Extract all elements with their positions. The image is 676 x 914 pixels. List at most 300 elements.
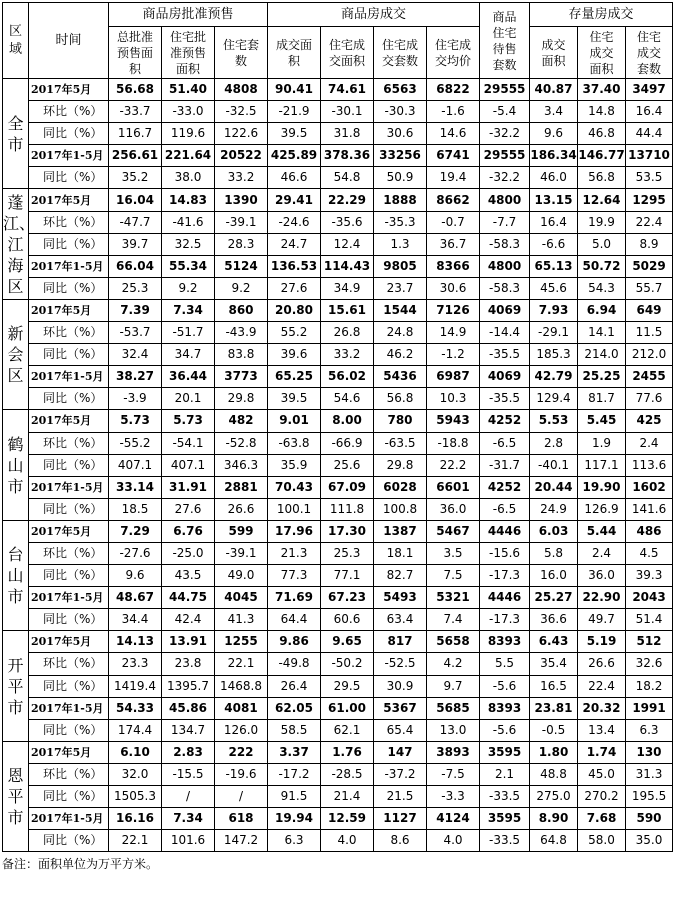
region-name-part: 江、 bbox=[3, 213, 36, 233]
row-label: 2017年5月 bbox=[29, 520, 109, 542]
table-cell: -33.5 bbox=[480, 830, 530, 852]
table-row bbox=[3, 808, 673, 830]
table-cell: 4446 bbox=[480, 587, 530, 609]
table-cell: -3.9 bbox=[109, 388, 162, 410]
table-cell: 55.34 bbox=[162, 255, 215, 277]
table-cell: 34.7 bbox=[162, 344, 215, 366]
table-cell: 39.7 bbox=[109, 233, 162, 255]
table-cell: 31.91 bbox=[162, 476, 215, 498]
table-cell: 114.43 bbox=[321, 255, 374, 277]
table-cell: 3497 bbox=[626, 79, 673, 101]
table-cell: 30.6 bbox=[374, 123, 427, 145]
table-cell: 2881 bbox=[215, 476, 268, 498]
table-cell: 32.5 bbox=[162, 233, 215, 255]
table-cell: 15.61 bbox=[321, 299, 374, 321]
table-cell: 6.10 bbox=[109, 741, 162, 763]
table-cell: -0.5 bbox=[530, 719, 578, 741]
table-cell: 147.2 bbox=[215, 830, 268, 852]
table-cell: 222 bbox=[215, 741, 268, 763]
table-cell: 6741 bbox=[427, 145, 480, 167]
table-cell: 14.13 bbox=[109, 631, 162, 653]
table-cell: 5.5 bbox=[480, 653, 530, 675]
row-label: 环比（%） bbox=[29, 211, 109, 233]
table-cell: 23.8 bbox=[162, 653, 215, 675]
table-cell: -33.0 bbox=[162, 101, 215, 123]
table-cell: 22.4 bbox=[626, 211, 673, 233]
table-cell: 8.00 bbox=[321, 410, 374, 432]
table-cell: 4800 bbox=[480, 189, 530, 211]
row-label: 同比（%） bbox=[29, 565, 109, 587]
table-cell: 425 bbox=[626, 410, 673, 432]
table-cell: -5.6 bbox=[480, 719, 530, 741]
table-cell: 5658 bbox=[427, 631, 480, 653]
table-row bbox=[3, 101, 673, 123]
table-cell: 35.2 bbox=[109, 167, 162, 189]
table-cell: 817 bbox=[374, 631, 427, 653]
table-cell: 13.91 bbox=[162, 631, 215, 653]
table-cell: 14.8 bbox=[578, 101, 626, 123]
table-cell: 54.33 bbox=[109, 697, 162, 719]
table-cell: 38.0 bbox=[162, 167, 215, 189]
row-label: 2017年5月 bbox=[29, 79, 109, 101]
table-cell: 590 bbox=[626, 808, 673, 830]
table-cell: 54.6 bbox=[321, 388, 374, 410]
row-label: 2017年1-5月 bbox=[29, 697, 109, 719]
header-subcol: 总批准预售面积 bbox=[109, 27, 162, 79]
table-cell: 56.02 bbox=[321, 366, 374, 388]
table-cell: -7.5 bbox=[427, 763, 480, 785]
table-cell: 134.7 bbox=[162, 719, 215, 741]
table-cell: 3.4 bbox=[530, 101, 578, 123]
table-cell: 64.8 bbox=[530, 830, 578, 852]
table-row bbox=[3, 233, 673, 255]
table-cell: 25.6 bbox=[321, 454, 374, 476]
table-cell: / bbox=[162, 786, 215, 808]
table-cell: 77.1 bbox=[321, 565, 374, 587]
table-cell: 14.9 bbox=[427, 322, 480, 344]
region-name-part: 台 bbox=[7, 545, 24, 565]
table-cell: -30.3 bbox=[374, 101, 427, 123]
table-cell: 30.6 bbox=[427, 277, 480, 299]
table-cell: 4081 bbox=[215, 697, 268, 719]
table-cell: -1.2 bbox=[427, 344, 480, 366]
table-cell: 5.19 bbox=[578, 631, 626, 653]
table-cell: 19.94 bbox=[268, 808, 321, 830]
table-cell: 20.44 bbox=[530, 476, 578, 498]
region-name-part: 江海 bbox=[7, 234, 24, 275]
row-label: 同比（%） bbox=[29, 498, 109, 520]
region-name-part: 市 bbox=[7, 134, 24, 154]
table-cell: -63.5 bbox=[374, 432, 427, 454]
table-header bbox=[3, 3, 673, 79]
table-row bbox=[3, 432, 673, 454]
table-cell: 1468.8 bbox=[215, 675, 268, 697]
table-cell: 4069 bbox=[480, 366, 530, 388]
region-name bbox=[3, 299, 29, 409]
region-name bbox=[3, 189, 36, 299]
table-cell: 9.6 bbox=[109, 565, 162, 587]
table-cell: 5.73 bbox=[109, 410, 162, 432]
table-cell: 5367 bbox=[374, 697, 427, 719]
table-cell: 346.3 bbox=[215, 454, 268, 476]
table-row bbox=[3, 145, 673, 167]
header-subcol: 住宅套数 bbox=[215, 27, 268, 79]
table-cell: 147 bbox=[374, 741, 427, 763]
table-row bbox=[3, 697, 673, 719]
row-label: 环比（%） bbox=[29, 542, 109, 564]
table-cell: 5.44 bbox=[578, 520, 626, 542]
table-cell: 1505.3 bbox=[109, 786, 162, 808]
table-cell: -14.4 bbox=[480, 322, 530, 344]
table-cell: 65.4 bbox=[374, 719, 427, 741]
table-cell: 23.3 bbox=[109, 653, 162, 675]
table-cell: 8662 bbox=[427, 189, 480, 211]
table-cell: 1295 bbox=[626, 189, 673, 211]
table-cell: 9.65 bbox=[321, 631, 374, 653]
table-cell: 36.0 bbox=[427, 498, 480, 520]
region-name-part: 全 bbox=[7, 113, 24, 133]
table-cell: 67.09 bbox=[321, 476, 374, 498]
table-cell: -5.6 bbox=[480, 675, 530, 697]
table-cell: 7.34 bbox=[162, 808, 215, 830]
table-cell: 8366 bbox=[427, 255, 480, 277]
housing-data-table bbox=[2, 2, 673, 852]
table-cell: 39.5 bbox=[268, 388, 321, 410]
table-row bbox=[3, 565, 673, 587]
header-subcol: 成交面积 bbox=[268, 27, 321, 79]
table-row bbox=[3, 299, 673, 321]
table-cell: 42.4 bbox=[162, 609, 215, 631]
table-cell: 9.86 bbox=[268, 631, 321, 653]
row-label: 同比（%） bbox=[29, 344, 109, 366]
table-cell: 35.0 bbox=[626, 830, 673, 852]
table-cell: 9.6 bbox=[530, 123, 578, 145]
table-cell: 71.69 bbox=[268, 587, 321, 609]
table-cell: 4800 bbox=[480, 255, 530, 277]
table-cell: 212.0 bbox=[626, 344, 673, 366]
table-cell: 512 bbox=[626, 631, 673, 653]
table-cell: 5.73 bbox=[162, 410, 215, 432]
table-cell: -50.2 bbox=[321, 653, 374, 675]
table-cell: 4446 bbox=[480, 520, 530, 542]
region-name bbox=[3, 79, 29, 189]
table-cell: -17.3 bbox=[480, 565, 530, 587]
table-cell: -5.4 bbox=[480, 101, 530, 123]
table-cell: 24.8 bbox=[374, 322, 427, 344]
table-cell: -31.7 bbox=[480, 454, 530, 476]
table-cell: 16.5 bbox=[530, 675, 578, 697]
table-cell: 407.1 bbox=[162, 454, 215, 476]
table-cell: 39.3 bbox=[626, 565, 673, 587]
table-cell: 29555 bbox=[480, 145, 530, 167]
table-cell: 126.0 bbox=[215, 719, 268, 741]
table-cell: 33.2 bbox=[215, 167, 268, 189]
table-cell: 256.61 bbox=[109, 145, 162, 167]
table-cell: 100.1 bbox=[268, 498, 321, 520]
table-cell: 8393 bbox=[480, 697, 530, 719]
row-label: 同比（%） bbox=[29, 830, 109, 852]
header-group-presale: 商品房批准预售 bbox=[109, 3, 268, 27]
region-name-part: 市 bbox=[7, 697, 24, 717]
table-row bbox=[3, 79, 673, 101]
table-row bbox=[3, 675, 673, 697]
table-cell: 16.4 bbox=[626, 101, 673, 123]
table-cell: 26.4 bbox=[268, 675, 321, 697]
table-cell: 2.8 bbox=[530, 432, 578, 454]
table-cell: 53.5 bbox=[626, 167, 673, 189]
table-row bbox=[3, 520, 673, 542]
table-cell: -0.7 bbox=[427, 211, 480, 233]
table-cell: 37.40 bbox=[578, 79, 626, 101]
region-name bbox=[3, 410, 29, 520]
table-cell: 101.6 bbox=[162, 830, 215, 852]
table-row bbox=[3, 167, 673, 189]
table-cell: 2.83 bbox=[162, 741, 215, 763]
table-cell: 214.0 bbox=[578, 344, 626, 366]
table-cell: 8.90 bbox=[530, 808, 578, 830]
region-name-part: 会 bbox=[7, 345, 24, 365]
table-cell: 185.3 bbox=[530, 344, 578, 366]
table-cell: 407.1 bbox=[109, 454, 162, 476]
table-cell: 16.4 bbox=[530, 211, 578, 233]
table-cell: 27.6 bbox=[268, 277, 321, 299]
table-cell: 7.34 bbox=[162, 299, 215, 321]
table-cell: -40.1 bbox=[530, 454, 578, 476]
table-cell: 36.44 bbox=[162, 366, 215, 388]
table-cell: -54.1 bbox=[162, 432, 215, 454]
table-cell: 649 bbox=[626, 299, 673, 321]
table-cell: 39.6 bbox=[268, 344, 321, 366]
table-cell: 6.3 bbox=[268, 830, 321, 852]
table-cell: 45.86 bbox=[162, 697, 215, 719]
table-cell: 10.3 bbox=[427, 388, 480, 410]
row-label: 2017年5月 bbox=[29, 189, 109, 211]
table-cell: 1991 bbox=[626, 697, 673, 719]
table-cell: 4808 bbox=[215, 79, 268, 101]
table-cell: 13.0 bbox=[427, 719, 480, 741]
row-label: 2017年1-5月 bbox=[29, 145, 109, 167]
table-cell: 5685 bbox=[427, 697, 480, 719]
table-cell: 22.29 bbox=[321, 189, 374, 211]
table-cell: 6601 bbox=[427, 476, 480, 498]
table-cell: 36.6 bbox=[530, 609, 578, 631]
table-cell: -1.6 bbox=[427, 101, 480, 123]
table-cell: 1.3 bbox=[374, 233, 427, 255]
table-cell: 20522 bbox=[215, 145, 268, 167]
header-subcol: 住宅成交套数 bbox=[626, 27, 673, 79]
table-cell: -39.1 bbox=[215, 211, 268, 233]
table-cell: 77.3 bbox=[268, 565, 321, 587]
table-cell: -35.5 bbox=[480, 388, 530, 410]
table-cell: 29.8 bbox=[374, 454, 427, 476]
table-cell: 26.6 bbox=[215, 498, 268, 520]
table-cell: 55.2 bbox=[268, 322, 321, 344]
row-label: 同比（%） bbox=[29, 123, 109, 145]
table-cell: 4252 bbox=[480, 476, 530, 498]
table-cell: 8.6 bbox=[374, 830, 427, 852]
table-cell: 2.4 bbox=[578, 542, 626, 564]
row-label: 2017年1-5月 bbox=[29, 476, 109, 498]
table-cell: 22.4 bbox=[578, 675, 626, 697]
table-cell: 186.34 bbox=[530, 145, 578, 167]
table-cell: -6.5 bbox=[480, 432, 530, 454]
table-cell: 5.0 bbox=[578, 233, 626, 255]
table-cell: -35.6 bbox=[321, 211, 374, 233]
table-cell: 26.6 bbox=[578, 653, 626, 675]
header-region: 区域 bbox=[3, 3, 29, 79]
table-cell: -3.3 bbox=[427, 786, 480, 808]
table-cell: 21.3 bbox=[268, 542, 321, 564]
row-label: 2017年5月 bbox=[29, 741, 109, 763]
table-cell: 56.68 bbox=[109, 79, 162, 101]
table-cell: 1.80 bbox=[530, 741, 578, 763]
table-cell: 50.9 bbox=[374, 167, 427, 189]
table-cell: 38.27 bbox=[109, 366, 162, 388]
table-cell: 5.53 bbox=[530, 410, 578, 432]
table-cell: 58.5 bbox=[268, 719, 321, 741]
region-name-part: 恩 bbox=[7, 766, 24, 786]
table-cell: 31.3 bbox=[626, 763, 673, 785]
table-cell: 7.93 bbox=[530, 299, 578, 321]
table-cell: 6987 bbox=[427, 366, 480, 388]
table-cell: 17.30 bbox=[321, 520, 374, 542]
table-cell: -17.3 bbox=[480, 609, 530, 631]
table-cell: 44.75 bbox=[162, 587, 215, 609]
table-cell: -52.8 bbox=[215, 432, 268, 454]
table-cell: 1544 bbox=[374, 299, 427, 321]
table-cell: 9.2 bbox=[162, 277, 215, 299]
table-cell: 9.01 bbox=[268, 410, 321, 432]
table-cell: 6.94 bbox=[578, 299, 626, 321]
table-cell: 4.0 bbox=[427, 830, 480, 852]
table-cell: 275.0 bbox=[530, 786, 578, 808]
table-cell: -52.5 bbox=[374, 653, 427, 675]
table-cell: 34.4 bbox=[109, 609, 162, 631]
table-cell: 36.0 bbox=[578, 565, 626, 587]
table-cell: 24.7 bbox=[268, 233, 321, 255]
table-cell: 62.1 bbox=[321, 719, 374, 741]
table-cell: 1888 bbox=[374, 189, 427, 211]
table-cell: 26.8 bbox=[321, 322, 374, 344]
table-cell: 74.61 bbox=[321, 79, 374, 101]
row-label: 同比（%） bbox=[29, 786, 109, 808]
table-cell: 51.4 bbox=[626, 609, 673, 631]
row-label: 同比（%） bbox=[29, 609, 109, 631]
table-cell: -32.5 bbox=[215, 101, 268, 123]
table-cell: 22.1 bbox=[109, 830, 162, 852]
table-cell: -24.6 bbox=[268, 211, 321, 233]
table-cell: 20.1 bbox=[162, 388, 215, 410]
table-cell: 1255 bbox=[215, 631, 268, 653]
table-cell: 9.2 bbox=[215, 277, 268, 299]
table-row bbox=[3, 388, 673, 410]
table-cell: 9805 bbox=[374, 255, 427, 277]
table-cell: 64.4 bbox=[268, 609, 321, 631]
table-cell: 174.4 bbox=[109, 719, 162, 741]
table-cell: 100.8 bbox=[374, 498, 427, 520]
table-row bbox=[3, 741, 673, 763]
region-name-part: 区 bbox=[7, 366, 24, 386]
table-cell: 91.5 bbox=[268, 786, 321, 808]
row-label: 环比（%） bbox=[29, 101, 109, 123]
row-label: 同比（%） bbox=[29, 167, 109, 189]
table-cell: 23.81 bbox=[530, 697, 578, 719]
table-cell: 618 bbox=[215, 808, 268, 830]
table-cell: 860 bbox=[215, 299, 268, 321]
table-cell: 35.9 bbox=[268, 454, 321, 476]
table-row bbox=[3, 609, 673, 631]
table-cell: 2.4 bbox=[626, 432, 673, 454]
table-cell: 5467 bbox=[427, 520, 480, 542]
table-cell: 6.3 bbox=[626, 719, 673, 741]
table-cell: 11.5 bbox=[626, 322, 673, 344]
row-label: 环比（%） bbox=[29, 322, 109, 344]
table-cell: -32.2 bbox=[480, 167, 530, 189]
table-cell: 22.90 bbox=[578, 587, 626, 609]
table-cell: -15.5 bbox=[162, 763, 215, 785]
table-cell: 81.7 bbox=[578, 388, 626, 410]
table-cell: -55.2 bbox=[109, 432, 162, 454]
table-cell: 48.67 bbox=[109, 587, 162, 609]
table-cell: -58.3 bbox=[480, 277, 530, 299]
table-body bbox=[3, 79, 673, 852]
table-cell: -53.7 bbox=[109, 322, 162, 344]
table-cell: 129.4 bbox=[530, 388, 578, 410]
table-cell: -41.6 bbox=[162, 211, 215, 233]
region-name-part: 山 bbox=[7, 566, 24, 586]
region-name-part: 新 bbox=[7, 324, 24, 344]
region-name-part: 蓬 bbox=[7, 192, 24, 212]
table-row bbox=[3, 587, 673, 609]
table-row bbox=[3, 830, 673, 852]
row-label: 2017年1-5月 bbox=[29, 587, 109, 609]
table-cell: 45.6 bbox=[530, 277, 578, 299]
table-row bbox=[3, 498, 673, 520]
table-cell: 40.87 bbox=[530, 79, 578, 101]
table-cell: 58.0 bbox=[578, 830, 626, 852]
row-label: 2017年1-5月 bbox=[29, 366, 109, 388]
table-cell: 425.89 bbox=[268, 145, 321, 167]
table-cell: 90.41 bbox=[268, 79, 321, 101]
table-cell: 65.13 bbox=[530, 255, 578, 277]
table-cell: 122.6 bbox=[215, 123, 268, 145]
table-cell: 20.32 bbox=[578, 697, 626, 719]
table-row bbox=[3, 322, 673, 344]
table-cell: 12.64 bbox=[578, 189, 626, 211]
table-cell: 13.4 bbox=[578, 719, 626, 741]
table-cell: 29.8 bbox=[215, 388, 268, 410]
table-cell: 136.53 bbox=[268, 255, 321, 277]
region-name-part: 鹤 bbox=[7, 434, 24, 454]
region-name bbox=[3, 741, 29, 851]
table-cell: 50.72 bbox=[578, 255, 626, 277]
table-cell: 7126 bbox=[427, 299, 480, 321]
region-name-part: 市 bbox=[7, 808, 24, 828]
table-cell: 14.1 bbox=[578, 322, 626, 344]
table-cell: 77.6 bbox=[626, 388, 673, 410]
table-cell: -47.7 bbox=[109, 211, 162, 233]
row-label: 环比（%） bbox=[29, 653, 109, 675]
table-cell: -33.7 bbox=[109, 101, 162, 123]
header-subcol: 成交面积 bbox=[530, 27, 578, 79]
table-cell: 221.64 bbox=[162, 145, 215, 167]
table-cell: 14.6 bbox=[427, 123, 480, 145]
table-cell: 6.43 bbox=[530, 631, 578, 653]
table-cell: 39.5 bbox=[268, 123, 321, 145]
table-cell: -15.6 bbox=[480, 542, 530, 564]
table-cell: 1.76 bbox=[321, 741, 374, 763]
table-cell: 378.36 bbox=[321, 145, 374, 167]
